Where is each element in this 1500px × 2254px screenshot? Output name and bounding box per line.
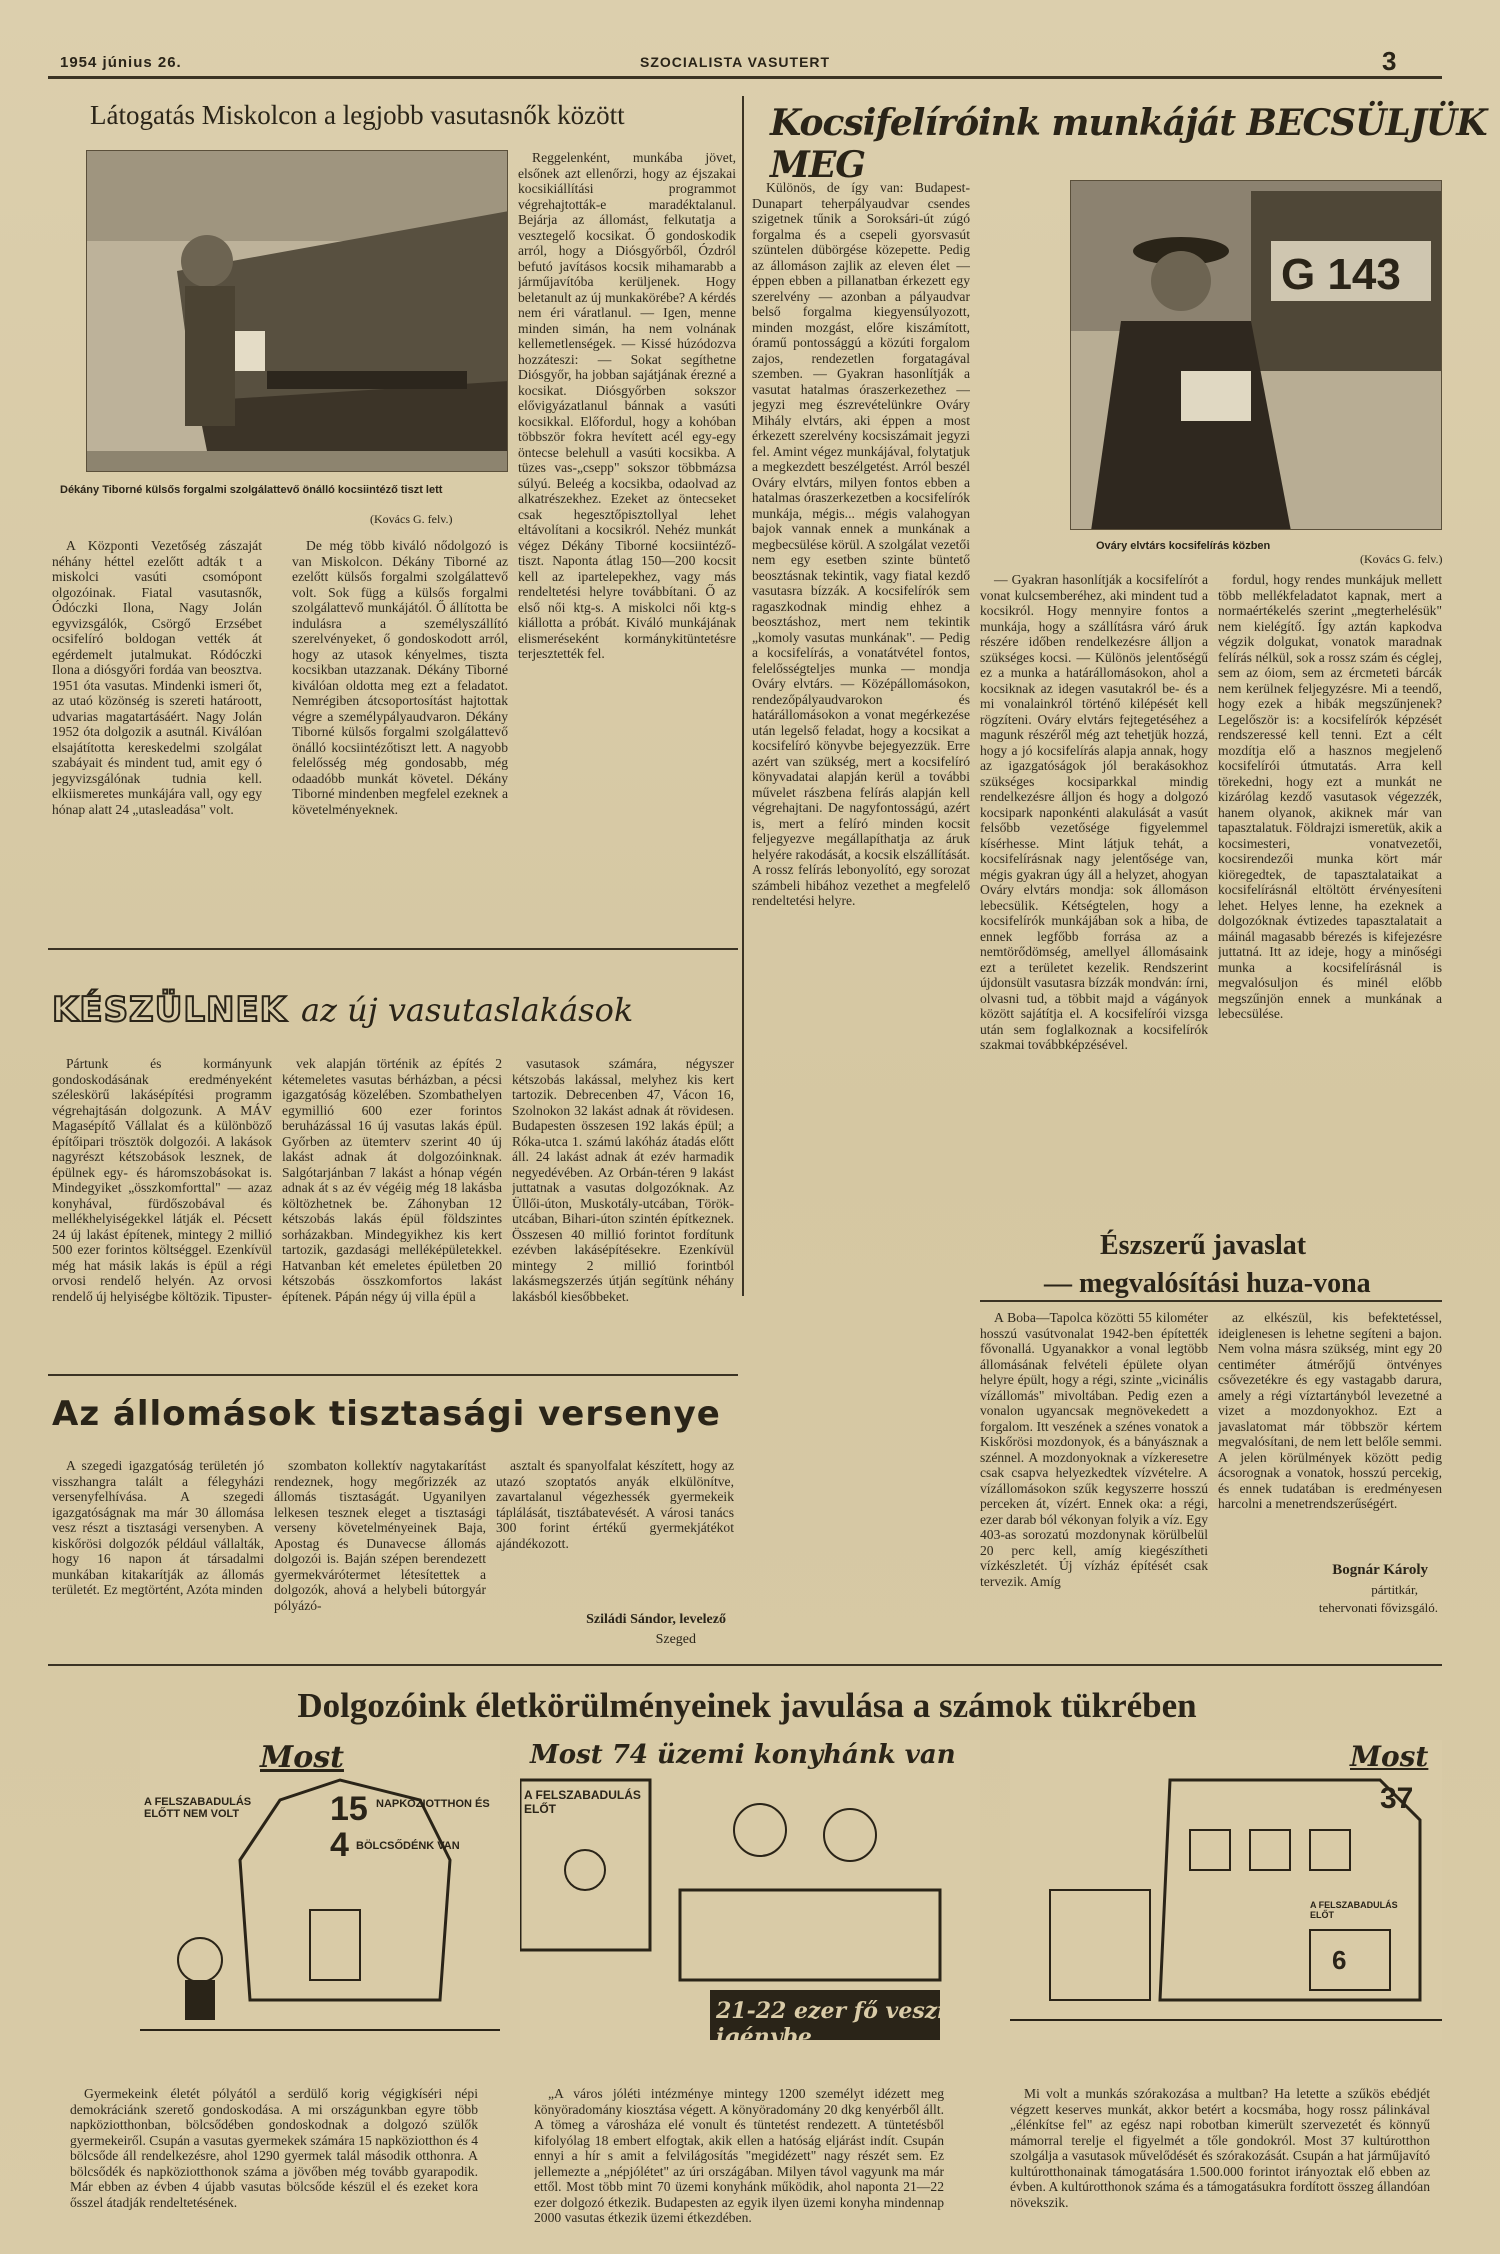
miskolc-photo-caption: Dékány Tiborné külsős forgalmi szolgálattevő önálló kocsiintéző tiszt lett (60, 484, 443, 496)
eszszeru-col-1 (980, 1310, 1208, 1650)
header-rule (48, 76, 1442, 79)
miskolc-col-3-text: Reggelenként, munkába jövet, elsőnek azt ellenőrzi, hogy az éjszakai kocsikiállítási programmot végrehajtották-e maradéktalanul. Bejárja az állomást, felkutatja a vesztegelő kocsikat. Ő gondoskodik arról, hogy a Diósgyőrből, Ózdról befutó javításos kocsik mihamarabb a járműjavítóba kerüljenek. Hogy beletanult az új munkakörébe? A kérdés nem éri váratlanul. — Igen, menne minden simán, ha nem volnának kellemetlenségek. — Kissé húzódozva hozzáteszi: — Sokat segíthetne Diósgyőr, ha jobban sajátjának érezné a kocsikat. Diósgyőrben sokszor elővigyázatlanul bánnak a vasúti kocsikkal. Előfordul, hogy a kohóban többször fokra hevített acél egy-egy öntecse belehull a vasúti kocsikba. A tüzes vas-„csepp" sokszor többmázsa súlyú. Beleég a kocsikba, odaolvad az alkatrészekhez. Ezeket az öntecseket csak hegesztőpisztollyal lehet eltávolítani a kocsikról. Nehéz munkát végez Dékány Tiborné kocsiintéző-tiszt. Naponta átlag 150—200 kocsit kell az ipartelepekhez, vagy más rendeltetési helyre továbbítani. Ő az első női ktg-s. A miskolci női ktg-s kiállotta a próbát. Kiváló munkájának elismeréseként kormánykitüntetésre terjesztették fel. (518, 150, 736, 661)
eszszeru-signature-role-1: pártitkár, (1371, 1582, 1418, 1597)
cartoon-3-top: Most (1350, 1740, 1429, 1773)
divider-keszulnek-top (48, 948, 738, 950)
cartoon-3-number-1: 37 (1380, 1782, 1414, 1815)
kocsifelirok-photo-sign: G 143 (1281, 250, 1401, 299)
miskolc-col-2-text: De még több kiváló nődolgozó is van Miskolcon. Dékány Tiborné az ezelőtt külsős forgalmi szolgálattevő volt. Sok függ a külsős forgalmi szolgálattevő munkájától. Ő állította be indulásra a személyszállító szerelvényeket, ő gondoskodott arról, hogy az utasok kényelmes, tiszta kocsikban utazzanak. Dékány Tiborné kiválóan oldotta meg ezt a feladatot. Nemrégiben átcsoportosítást hajtottak végre a személypályaudvaron. Dékány Tiborné külsős forgalmi szolgálattevő önálló kocsiintézőtiszt lett. A nagyobb felelősség még gondosabb, még odaadóbb munkát követel. Dékány Tiborné mindenben megfelel ezeknek a követelményeknek. (292, 538, 508, 817)
cartoon-1-top: Most (260, 1740, 344, 1775)
eszszeru-title-2: — megvalósítási huza-vona (1044, 1268, 1371, 1299)
kocsifelirok-col-2 (980, 572, 1208, 1292)
kocsifelirok-photo-credit: (Kovács G. felv.) (1360, 552, 1443, 566)
cartoon-canteens (520, 1740, 980, 2050)
divider-eszszeru-top (980, 1300, 1442, 1302)
cartoon-culture-houses (1010, 1740, 1442, 2040)
cartoon-2-before: A FELSZABADULÁS ELŐT (524, 1788, 641, 1816)
kocsifelirok-photo-caption: Ováry elvtárs kocsifelírás közben (1096, 540, 1271, 552)
newspaper-name: SZOCIALISTA VASUTERT (640, 54, 831, 70)
miskolc-photo (86, 150, 508, 472)
allomasok-col-3 (496, 1458, 734, 1608)
dolgozoink-col-2-text: „A város jóléti intézménye mintegy 1200 személyt idézett meg könyöradomány kiosztása végett. A könyöradomány 20 dkg kenyérből állt. A tömeg a városháza elé vonult és tüntetést rendezett. A tüntetésből kifolyólag 18 embert elfogtak, akik ellen a hatóság eljárást indít. Csupán ennyi a hír s amit a felvilágosítás "megidézett" nagy részét sem. Ez jellemezte a „népjólétet" az úri országában. Milyen távol vagyunk ma már ettől. Most több mint 70 üzemi konyhánk működik, ahol naponta 21—22 ezer dolgozó étkezik. Budapesten az egyik ilyen üzemi konyha mindennap 2000 vasutas étkezik üzemi étkezdében. (534, 2086, 944, 2225)
dolgozoink-col-3-text: Mi volt a munkás szórakozása a multban? Ha letette a szűkös ebédjét végzett keserves munkát, akkor betért a kocsmába, hogy rossz pálinkával „élénkítse fel" az egész napi robotban kimerült szervezetét és könnyű mámorral terelje el figyelmét a tőle gondokról. Most 37 kultúrotthon szolgálja a vasutasok művelődését és szórakozását. Csupán a hat járműjavító kultúrotthonainak támogatására 1.500.000 forintot irányoztak elő ebben az évben. A kultúrotthonok száma és a támogatásukra fordított összeg állandóan növekszik. (1010, 2086, 1430, 2210)
miskolc-col-2 (292, 538, 508, 928)
divider-vertical-1 (742, 96, 744, 1296)
dolgozoink-col-3 (1010, 2086, 1430, 2226)
eszszeru-signature: Bognár Károly (1332, 1562, 1428, 1578)
kocsifelirok-col-3-text: fordul, hogy rendes munkájuk mellett több mellékfeladatot kapnak, mert a normaértékelés szerint „megterhelésük" nem kielégítő. Így aztán kapkodva végzik dolgukat, vonatok maradnak felírás nélkül, sok a rossz szám és céglej, sem az óiom, sem az ércmeteti bárcák nem kerülnek feljegyzésre. Mi a teendő, hogy ezek a hibák megszűnjenek? Legelőször is: a kocsifelírók képzését rendszeressé kell tenni. Ezt a célt mozdítja elő a hasznos megjelenő kocsifelírói útmutatás. Arra kell törekedni, hogy ezt a munkát ne kizárólag kezdő vasutasok végezzék, hanem olyanok, akiknek már van tapasztalatuk. Földrajzi ismeretük, akik a kocsimesteri, vonatvezetői, kocsirendezői munka kört már kiöregedtek, de tapasztalataikat a kocsifelírásnál eltöltött érvényesíteni lehet. Helyes lenne, ha ezeknek a dolgozóknak évtizedes tapasztalatait a máinál magasabb bérezés is kifejezésre juttatná. Itt az ideje, hogy a minőségi munka a kocsifelírásnál is megvalósuljon és minél előbb megszűnjön ennek a munkának a lebecsülése. (1218, 572, 1442, 1021)
eszszeru-col-2 (1218, 1310, 1442, 1558)
allomasok-headline: Az állomások tisztasági versenye (52, 1394, 721, 1434)
miskolc-col-1-text: A Központi Vezetőség zászaját néhány héttel ezelőtt adták t a miskolci vasúti csomópont olgozóinak. Fiatal vasutasnők, Ódóczki Ilona, Nagy Jolán egyvizsgálók, Csörgő Erzsébet ocsifelíró boldogan vették át egérdemelt jutalmukat. Ródóczki Ilona a diósgyőri fordáa van beosztva. 1951 óta vasutas. Mindenki ismeri őt, az utaó közönség is szereti határoott, udvarias magatartásáért. Nagy Jolán 1952 óta dolgozik a asutnál. Kiválóan elsajátította kereskedelmi szolgálat szabáyait és mindent tud, amit egy ó jegyvizsgálónak tudnia kell. elkiismeretes munkájára vall, ogy egy hónap alatt 24 „utasleadása" volt. (52, 538, 262, 817)
page-number: 3 (1382, 46, 1398, 76)
keszulnek-title-script: az új vasutaslakások (301, 991, 634, 1029)
dolgozoink-col-1 (70, 2086, 478, 2226)
cartoon-3-number-2: 6 (1332, 1945, 1347, 1975)
eszszeru-col-1-text: A Boba—Tapolca közötti 55 kilométer hosszú vasútvonalat 1942-ben építették fővonallá. Ugyanakkor a vonal legtöbb állomásának felvételi épülete olyan helyre épült, hogy a régi, szinte „vicinális vízállomás" mivoltában. Pedig ezen a vonalon ugyancsak megnövekedett a forgalom. Itt veszének a szénes vonatok a Kiskőrösi mozdonyok, és a bányásznak a szénnel. A mozdonyoknak a vízkeresetre csak csapva helyezkedtek vízvételre. A vízállomásokon szűk kegyszerre hosszú perceken át, vízért. Ennek oka: a régi, ezer darab ból vékonyan folyik a víz. Egy 403-as sorozatú mozdonynak körülbelül 20 perc kell, amíg kiegészítheti vízkészletét. Új vízház építését csak tervezik. Amíg (980, 1310, 1208, 1589)
kocsifelirok-col-2-text: — Gyakran hasonlítják a kocsifelírót a vonat kulcsemberéhez, aki mindent tud a kocsikról. Hogy mennyire fontos a munkája, hogy a szállításra váró áruk részére időben rendelkezésre álljon a szükséges kocsi. — Különös jelentőségű ez a munka a határállomásokon, ahol a kocsiknak az idegen vasutakról be- és a mi vonalainkról történő kilépését kell rögzíteni. Ováry elvtárs fejtegetéséhez a magunk részéről még azt tehetjük hozzá, hogy a jó kocsifelírás alapja annak, hogy az igazgatóságok jól berakásokhoz szükséges kocsiparkkal mindig rendelkezésre álljon és hogy a dolgozó kocsipark naponkénti alakulását a vasút felsőbb vezetősége figyelemmel kísérhesse. Mint látjuk tehát, a kocsifelírásnak nagy jelentősége van, mégis gyakran úgy áll a helyzet, ahogyan Ováry elvtárs mondja: sok állomáson lebecsülik. Kétségtelen, hogy a kocsifelírók munkájában sok a hiba, de ennek legfőbb forrása az a nemtörődömség, amellyel állomásaink ezt a területet kezelik. Rendszerint újdonsült vasutasra bízzák mondván: írni, olvasni tud, a többit majd a vágányok között sajátítja el. A kocsifelírói vizsga után sem foglalkoznak a kocsifelírók szakmai továbbképzésével. (980, 572, 1208, 1052)
cartoon-1-before: A FELSZABADULÁS ELŐTT NEM VOLT (144, 1796, 252, 1820)
cartoon-3-before: A FELSZABADULÁS ELŐT (1310, 1900, 1398, 1920)
keszulnek-headline (52, 990, 633, 1030)
cartoon-2-bottom: 21-22 ezer fő veszi igénybe (716, 1998, 946, 2050)
keszulnek-col-2 (282, 1056, 502, 1366)
keszulnek-col-3 (512, 1056, 734, 1366)
issue-date: 1954 június 26. (60, 54, 182, 71)
dolgozoink-headline: Dolgozóink életkörülményeinek javulása a számok tükrében (297, 1686, 1197, 1725)
allomasok-col-1-text: A szegedi igazgatóság területén jó visszhangra talált a félegyházi versenyfelhívása. A szegedi igazgatóságnak ma már 30 állomása vesz részt a tisztasági versenyben. A kiskőrösi dolgozók például vállalták, hogy 16 napon át társadalmi munkában kitakarítják az állomás területét. Ez megtörtént, Azóta minden (52, 1458, 264, 1597)
keszulnek-col-1 (52, 1056, 272, 1366)
divider-allomasok-top (48, 1374, 738, 1376)
allomasok-signature: Sziládi Sándor, levelező (586, 1612, 726, 1627)
divider-dolgozoink-top (48, 1664, 1442, 1666)
kocsifelirok-col-1 (752, 180, 970, 1292)
allomasok-col-3-text: asztalt és spanyolfalat készített, hogy az utazó szoptatós anyák elkülönítve, zavartalanul végezhessék gyermekeik táplálását, tisztábatevését. A városi tanács 300 forint értékű gyermekjátékot ajándékozott. (496, 1458, 734, 1551)
miskolc-headline: Látogatás Miskolcon a legjobb vasutasnők között (90, 100, 625, 130)
keszulnek-col-3-text: vasutasok számára, négyszer kétszobás lakással, melyhez kis kert tartozik. Debrecenben 47, Vácon 16, Szolnokon 32 lakást adnak át rövidesen. Budapesten összesen 192 lakás épül; a Róka-utca 1. számú lakóház átadás előtt áll. 24 lakást adnak át ezév harmadik negyedévében. Az Orbán-téren 9 lakást juttatnak a vasutas dolgozóknak. Az Üllői-úton, Muskotály-utcában, Török-utcában, Bihari-úton szintén építkeznek. Összesen 40 millió forintot fordítunk ezévben lakásépítésekre. Ezenkívül mintegy 2 millió forintból lakásmegszerzés útján segítünk néhány lakásból kiesőbbeket. (512, 1056, 734, 1304)
kocsifelirok-headline: Kocsifelíróink munkáját BECSÜLJÜK MEG (770, 102, 1487, 186)
allomasok-col-2-text: szombaton kollektív nagytakarítást rendeznek, hogy megőrizzék az állomás tisztaságát. Ugyanilyen lelkesen tesznek eleget a tisztasági verseny követelményeinek Baja, Apostag és Dunavecse állomás dolgozói is. Baján szépen berendezett gyermekvárótermet létesítettek a dolgozók, ahová a helybeli bútorgyár pólyázó- (274, 1458, 486, 1613)
cartoon-2-top: Most 74 üzemi konyhánk van (530, 1740, 956, 1770)
kocsifelirok-col-1-text: Különös, de így van: Budapest-Dunapart teherpályaudvar csendes szigetnek tűnik a Soroksári-út zúgó forgalma és a csepeli gyorsvasút szüntelen dübörgése közepette. Pedig az állomáson zajlik az eleven élet — éppen ebben a pillanatban érkezett egy szerelvény — azonban a pályaudvar belső forgalma kiegyensúlyozott, minden mozgást, előre kiszámított, óramű pontossággú a közúti forgalom zajos, rendezetlen forgatagával szemben. — Gyakran hasonlítják a vasutat hatalmas óraszerkezethez — jegyzi meg észrevételünkre Ováry Mihály elvtárs, aki éppen a most érkezett szerelvény kocsiszámait jegyzi fel. Amint végez munkájával, folytatjuk a megkezdett beszélgetést. Arról beszél Ováry elvtárs, milyen fontos ebben a hatalmas óraszerkezetben a kocsifelírók munkája, mégis... mégis valahogyan bajok vannak ennek a munkának a megbecsülése körül. A szolgálat vezetői nem egy esetben szinte büntető beosztásnak tekintik, vagy fiatal kezdő vasutasra bízzák. A kocsifelírók sem ragaszkodnak mindig ehhez a beosztáshoz, mert nem tekintik „komoly vasutas munkának". — Pedig a kocsifelírás, a vonatátvétel fontos, felelősségteljes munka — mondja Ováry elvtárs. — Középállomásokon, rendezőpályaudvarokon és határállomásokon a vonat megérkezése után legelső feladat, hogy a kocsikat a kocsifelíró könyvbe bejegyezzük. Erre azért van szükség, mert a kocsifelíró könyvadatai alapján kerül a további művelet rászbena felírás alapján kell végrehajtani. De nagyfontosságú, azért is, mert a felíró minden kocsit feljegyezve megállapíthatja az áruk helyére rakodását, a kocsik elszállítását. A rossz felírás lebonyolító, egy sorozat számbeli hibához vezethet a megfelelő rendeltetési helyre. (752, 180, 970, 908)
miskolc-col-3 (518, 150, 736, 950)
keszulnek-col-1-text: Pártunk és kormányunk gondoskodásának eredményeként széleskörű lakásépítési programm végrehajtásán dolgozunk. A MÁV Magasépítő Vállalat és a különböző építőipari trösztök dolgozói. A lakások nagyrészt kétszobások lesznek, de épülnek egy- és háromszobásokat is. Mindegyiket „összkomforttal" — azaz konyhával, fürdőszobával és mellékhelyiségekkel látják el. Pécsett 24 új lakást építenek, mintegy 2 millió 500 ezer forintos költséggel. Ezenkívül még hat másik lakás is épül a régi orvosi rendelő helyén. Az orvosi rendelő új helyiségbe költözik. Tipuster- (52, 1056, 272, 1304)
cartoon-nurseries (140, 1740, 500, 2040)
dolgozoink-col-1-text: Gyermekeink életét pólyától a serdülő korig végigkíséri népi demokráciánk szerető gondoskodása. A mi országunkban egyre több napköziotthonban, bölcsődében gondoskodnak a dolgozó szülők gyermekeiről. Csupán a vasutas gyermekek számára 15 napköziotthon és 4 bölcsőde áll rendelkezésre, ahol 1290 gyermek talál második otthonra. A bölcsődék és napköziotthonok száma a jövőben még tovább gyarapodik. Már ebben az évben 4 újabb vasutas bölcsőde készül el és ezeket kora ősszel átadják rendeltetésének. (70, 2086, 478, 2210)
allomasok-col-1 (52, 1458, 264, 1658)
miskolc-col-1 (52, 538, 262, 928)
allomasok-col-2 (274, 1458, 486, 1658)
cartoon-1-text-1: NAPKÖZIOTTHON ÉS (376, 1798, 490, 1810)
kocsifelirok-photo (1070, 180, 1442, 530)
eszszeru-title-1: Észszerű javaslat (1100, 1230, 1307, 1261)
cartoon-1-number-1: 15 (330, 1790, 368, 1828)
dolgozoink-col-2 (534, 2086, 944, 2226)
allomasok-signature-place: Szeged (655, 1632, 696, 1647)
kocsifelirok-col-3 (1218, 572, 1442, 1117)
cartoon-1-number-2: 4 (330, 1826, 349, 1864)
keszulnek-col-2-text: vek alapján történik az építés 2 kétemeletes vasutas bérházban, a pécsi igazgatóság közelében. Szombathelyen egymillió 600 ezer forintos beruházással 16 új vasutas lakás épül. Győrben az ütemterv szerint 40 új lakást adnak át dolgozóinknak. Salgótarjánban 7 lakást a hónap végén adnak át s az év végéig még 18 lakásba költözhetnek be. Záhonyban 12 kétszobás lakás épül földszintes sorházakban. Mindegyikhez kis kert tartozik, gazdasági melléképületekkel. Hatvanban két emeletes épületben 20 kétszobás összkomfortos lakást építenek. Pápán négy új villa épül a (282, 1056, 502, 1304)
miskolc-photo-credit: (Kovács G. felv.) (370, 512, 453, 526)
eszszeru-signature-role-2: tehervonati fővizsgáló. (1318, 1600, 1438, 1615)
eszszeru-col-2-text: az elkészül, kis befektetéssel, ideiglenesen is lehetne segíteni a bajon. Nem volna másra szükség, mint egy 20 centiméter átmérőjű öntvényes csővezetékre és egy vastagabb darura, amely a régi víztartányból levezetné a vizet a mozdonyokhoz. Ezt a javaslatomat már többször kértem megvalósítani, de nem lett belőle semmi. A jelen körülmények között pedig ácsorognak a vonatok, hosszú percekig, és ennek tudatában is eredményesen harcolni a menetrendszerűségért. (1218, 1310, 1442, 1511)
keszulnek-title-caps: KÉSZÜLNEK (52, 990, 288, 1030)
cartoon-1-text-2: BÖLCSŐDÉNK VAN (356, 1840, 460, 1852)
